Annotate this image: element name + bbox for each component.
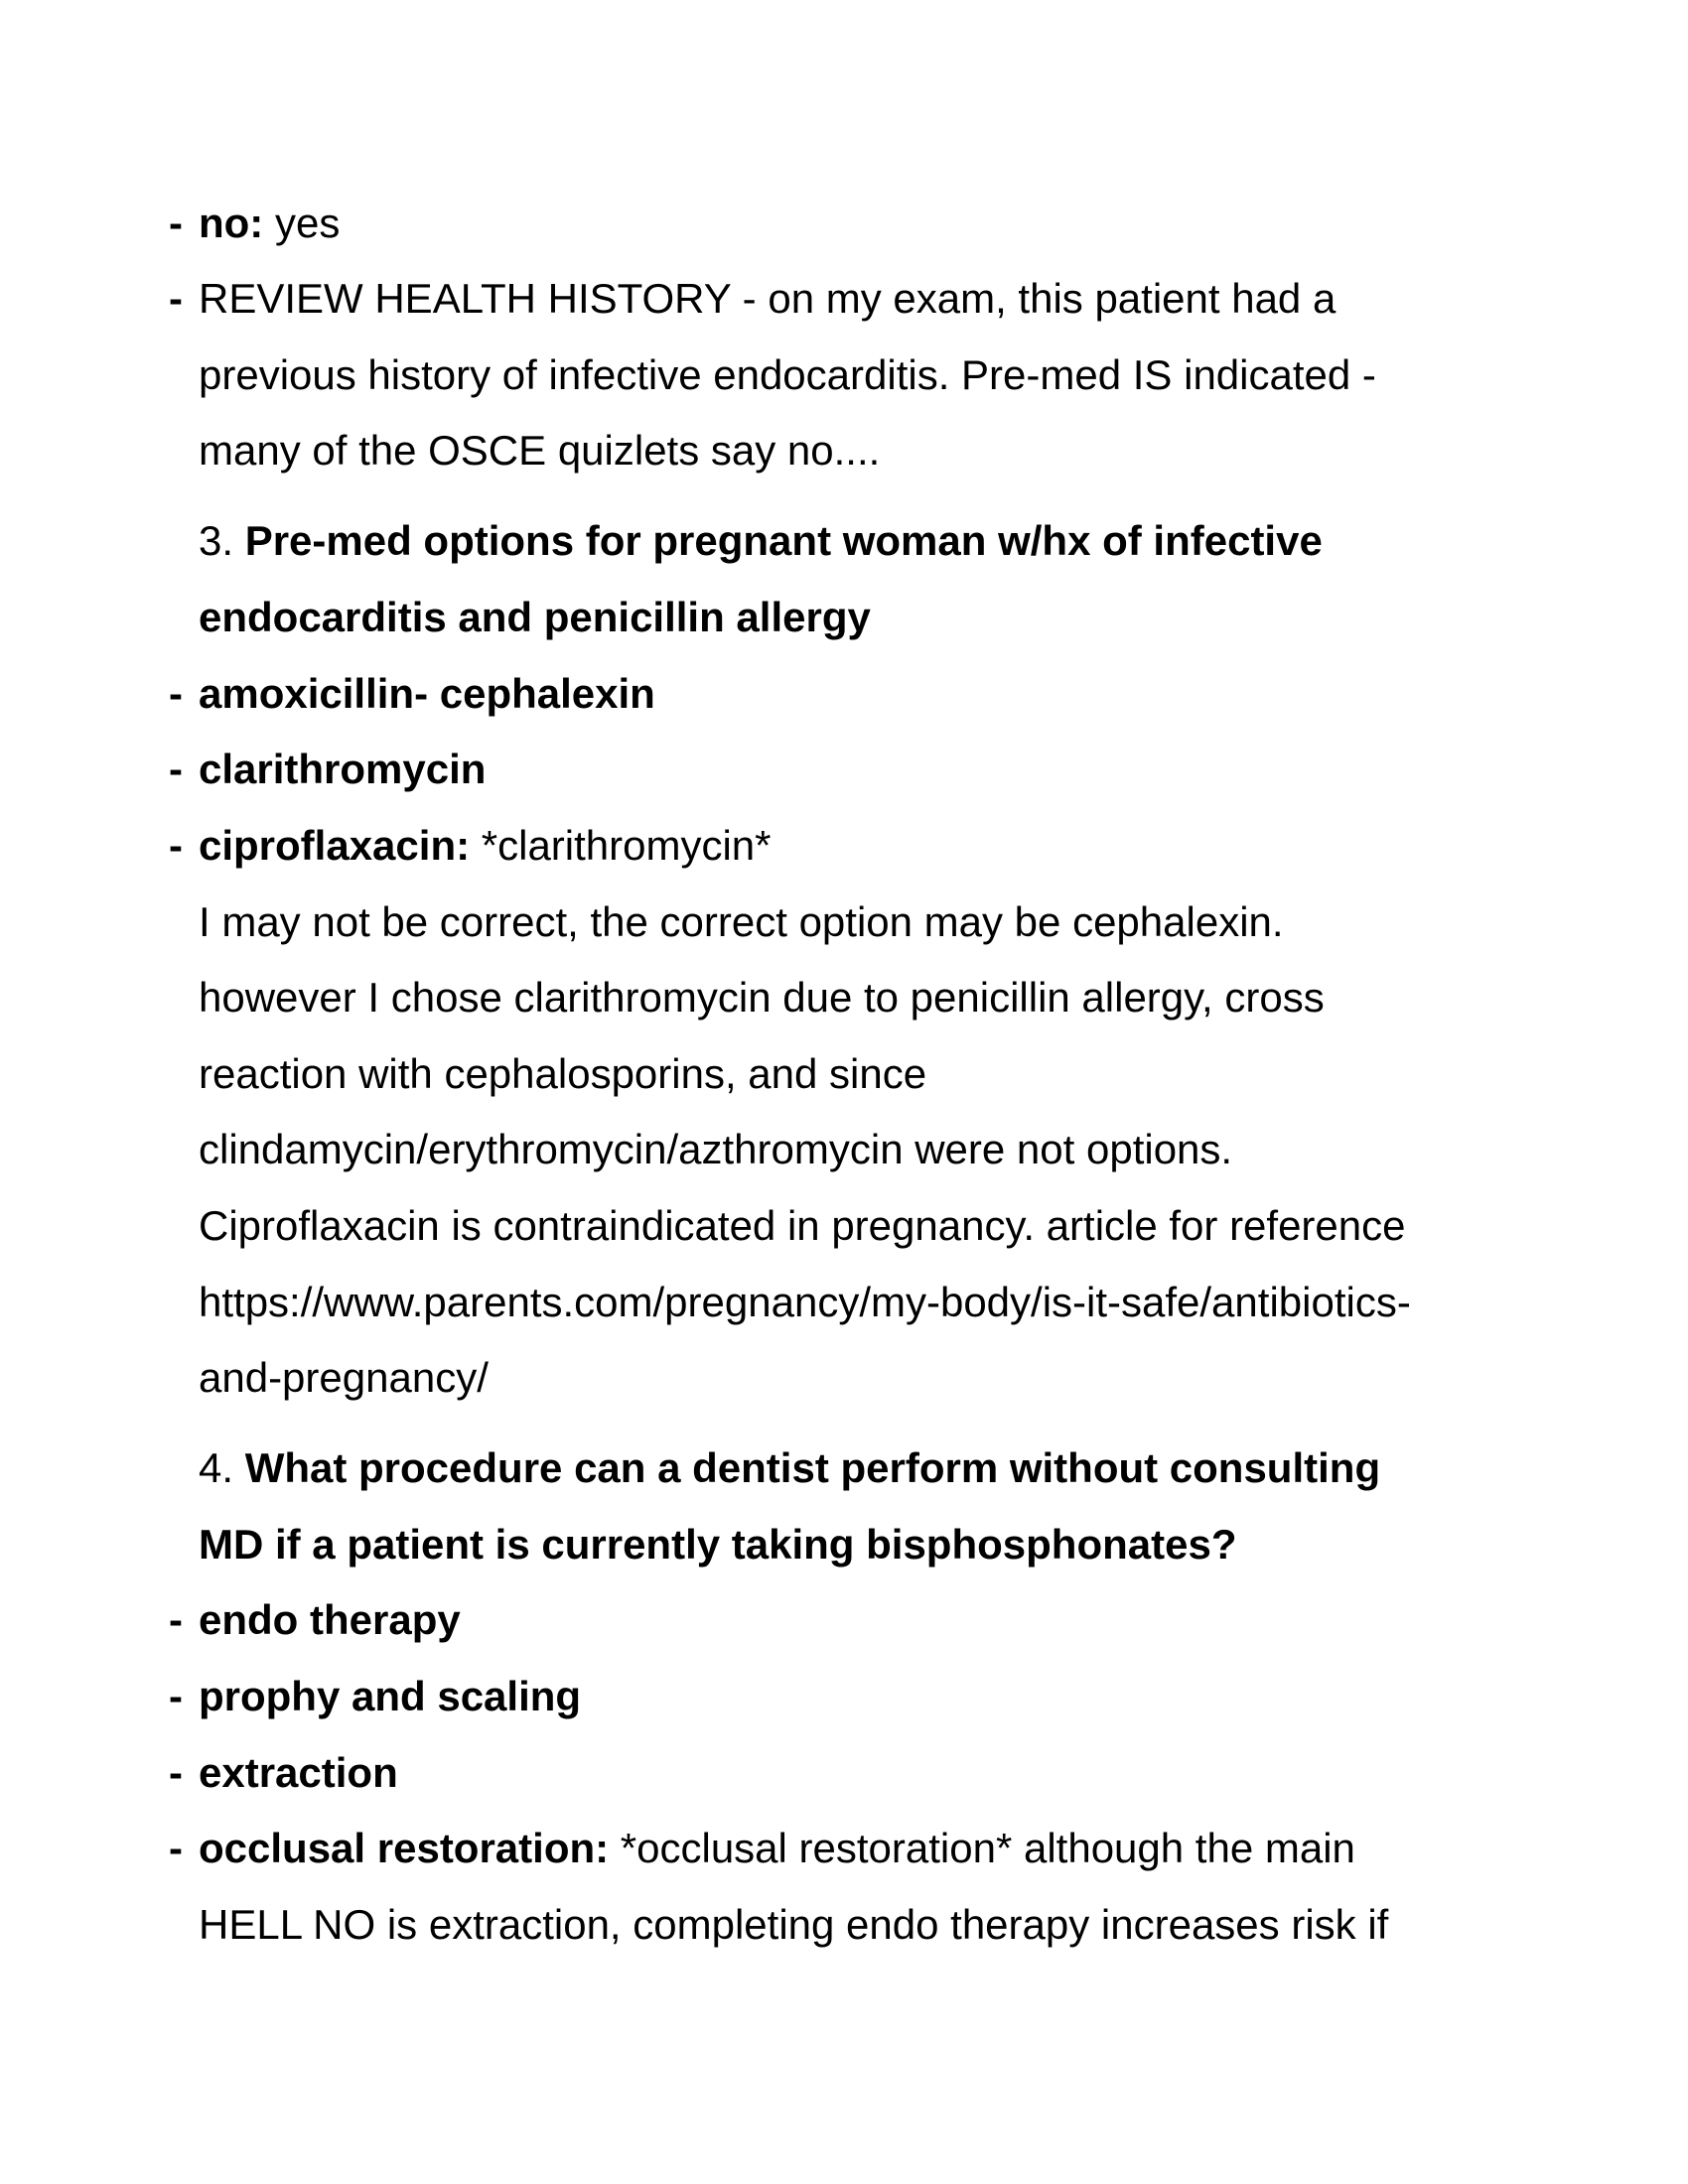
option-answer: *occlusal restoration* although the main [620,1825,1355,1871]
option-answer: *clarithromycin* [481,822,772,869]
bullet-dash: - [169,822,183,869]
question-4-title [199,1442,1380,1494]
option-no [169,198,341,249]
option-answer: yes [274,200,341,246]
option-label: no: [199,200,264,246]
question-number: 4. [199,1444,234,1491]
option-item-answer [169,1823,1355,1874]
option-label: extraction [199,1749,398,1796]
explanation-line: I may not be correct, the correct option may be cephalexin. [199,898,1284,945]
bullet-dash: - [169,200,183,246]
review-note-line-1 [169,273,1336,325]
question-text: Pre-med options for pregnant woman w/hx of infective [244,517,1323,564]
option-label: clarithromycin [199,746,487,792]
review-note-line-2: previous history of infective endocarditis. Pre-med IS indicated - [199,351,1376,398]
question-3-title-line-2: endocarditis and penicillin allergy [199,594,871,640]
bullet-dash: - [169,1673,183,1719]
bullet-dash: - [169,1749,183,1796]
option-item [169,1671,582,1722]
bullet-dash: - [169,1825,183,1871]
option-label: ciproflaxacin: [199,822,471,869]
explanation-line: Ciproflaxacin is contraindicated in pregnancy. article for reference [199,1202,1406,1249]
review-note-line-3: many of the OSCE quizlets say no.... [199,427,881,474]
bullet-dash: - [169,746,183,792]
bullet-dash: - [169,670,183,717]
explanation-line: HELL NO is extraction, completing endo therapy increases risk if [199,1901,1389,1948]
option-item [169,668,655,720]
question-number: 3. [199,517,234,564]
explanation-line: reaction with cephalosporins, and since [199,1050,927,1097]
option-item [169,1594,461,1646]
bullet-dash: - [169,275,183,322]
option-item [169,1747,398,1799]
bullet-dash: - [169,1596,183,1643]
explanation-line: clindamycin/erythromycin/azthromycin were not options. [199,1126,1233,1172]
explanation-line: however I chose clarithromycin due to penicillin allergy, cross [199,974,1325,1021]
question-3-title [199,515,1323,567]
option-item [169,744,487,795]
option-label: endo therapy [199,1596,461,1643]
review-note-text: REVIEW HEALTH HISTORY - on my exam, this patient had a [199,275,1336,322]
option-label: occlusal restoration: [199,1825,610,1871]
option-item-answer [169,820,772,872]
option-label: amoxicillin- cephalexin [199,670,655,717]
option-label: prophy and scaling [199,1673,582,1719]
reference-url-line: https://www.parents.com/pregnancy/my-body/is-it-safe/antibiotics- [199,1279,1411,1325]
reference-url-line: and-pregnancy/ [199,1354,489,1401]
question-4-title-line-2: MD if a patient is currently taking bisphosphonates? [199,1521,1237,1568]
question-text: What procedure can a dentist perform without consulting [244,1444,1381,1491]
